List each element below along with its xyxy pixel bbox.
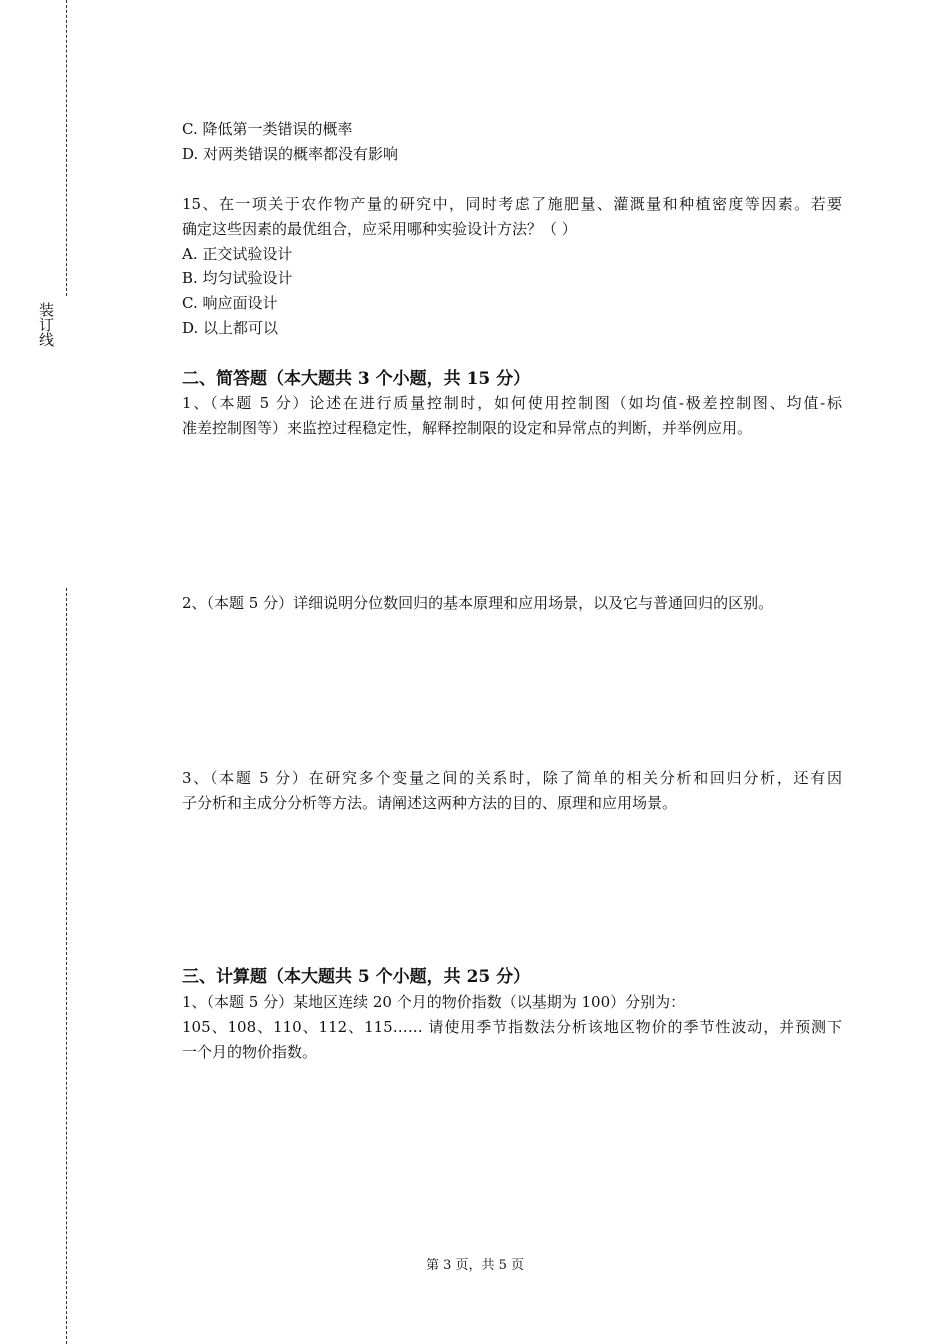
section2-title: 二、简答题（本大题共 3 个小题，共 15 分） <box>182 369 531 389</box>
binding-margin-label: 装订线 <box>37 302 55 347</box>
s3-q1-line3: 一个月的物价指数。 <box>182 1043 318 1061</box>
s2-q1-line2: 准差控制图等）来监控过程稳定性，解释控制限的设定和异常点的判断，并举例应用。 <box>182 419 753 437</box>
q15-option-b: B. 均匀试验设计 <box>182 269 293 287</box>
binding-line-top <box>66 0 67 296</box>
q15-option-d: D. 以上都可以 <box>182 319 279 337</box>
s3-q1-line1: 1、（本题 5 分）某地区连续 20 个月的物价指数（以基期为 100）分别为： <box>182 993 686 1011</box>
q15-stem-line1: 15、在一项关于农作物产量的研究中，同时考虑了施肥量、灌溉量和种植密度等因素。若要 <box>182 195 842 213</box>
s2-q3-line1: 3、（本题 5 分）在研究多个变量之间的关系时，除了简单的相关分析和回归分析，还有因 <box>182 769 842 787</box>
q15-option-a: A. 正交试验设计 <box>182 245 293 263</box>
q14-option-d: D. 对两类错误的概率都没有影响 <box>182 145 399 163</box>
page-footer: 第 3 页，共 5 页 <box>425 1258 525 1273</box>
q14-option-c: C. 降低第一类错误的概率 <box>182 120 353 138</box>
s2-q3-line2: 子分析和主成分分析等方法。请阐述这两种方法的目的、原理和应用场景。 <box>182 794 678 812</box>
s3-q1-line2: 105、108、110、112、115…… 请使用季节指数法分析该地区物价的季节性波动，并预测下 <box>182 1018 842 1036</box>
s2-q2-line1: 2、（本题 5 分）详细说明分位数回归的基本原理和应用场景，以及它与普通回归的区别。 <box>182 594 774 612</box>
binding-line-bottom <box>66 588 67 1344</box>
q15-stem-line2: 确定这些因素的最优组合，应采用哪种实验设计方法？（ ） <box>182 220 577 238</box>
q15-option-c: C. 响应面设计 <box>182 294 278 312</box>
s2-q1-line1: 1、（本题 5 分）论述在进行质量控制时，如何使用控制图（如均值-极差控制图、均值-标 <box>182 394 842 412</box>
page-content <box>182 0 842 1344</box>
section3-title: 三、计算题（本大题共 5 个小题，共 25 分） <box>182 967 531 987</box>
